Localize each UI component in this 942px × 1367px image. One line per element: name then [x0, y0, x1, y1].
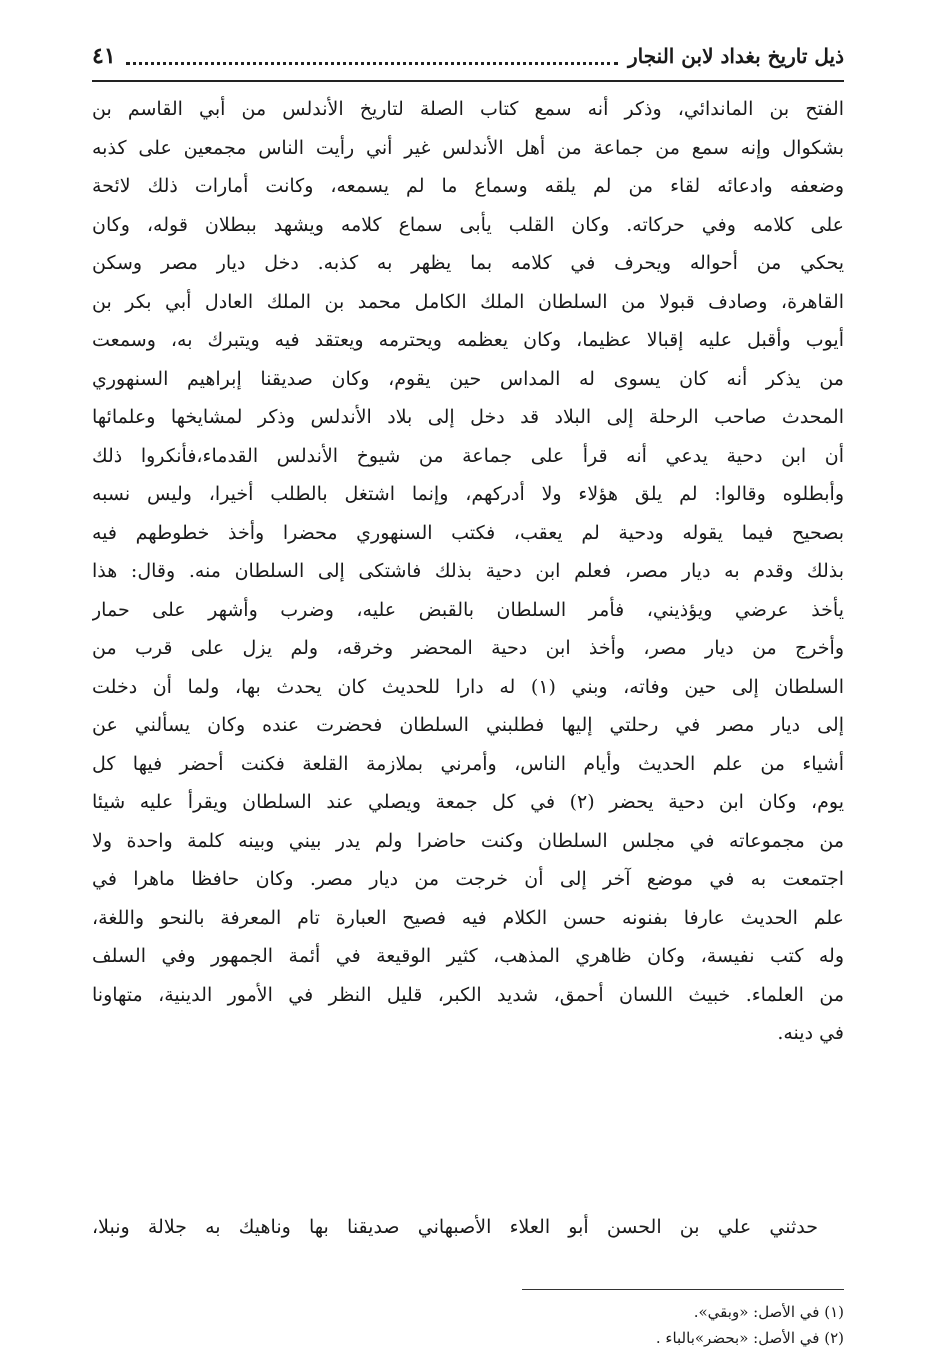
text-line: وله كتب نفيسة، وكان ظاهري المذهب، كثير الوقيعة في أئمة الجمهور وفي السلف: [92, 945, 844, 967]
text-line: في دينه.: [777, 1022, 844, 1044]
text-line: وأخرج من ديار مصر، وأخذ ابن دحية المحضر وخرقه، ولم يزل على قرب من: [92, 637, 844, 659]
text-line: علم الحديث عارفا بفنونه حسن الكلام فيه فصيح العبارة تام المعرفة بالنحو واللغة،: [92, 906, 844, 929]
text-line: على كلامه وفي حركاته. وكان القلب يأبى سماع كلامه ويشهد ببطلان قوله، وكان: [92, 213, 844, 236]
text-line: أن ابن دحية يدعي أنه قرأ على جماعة من شيوخ الأندلس القدماء،فأنكروا ذلك: [92, 444, 844, 467]
main-paragraph: [92, 90, 844, 1053]
page-number: ٤١: [92, 43, 116, 69]
second-paragraph: [92, 1208, 844, 1247]
text-line: يوم، وكان ابن دحية يحضر (٢) في كل جمعة ويصلي عند السلطان ويقرأ عليه شيئا: [92, 791, 844, 813]
text-line: وأبطلوه وقالوا: لم يلق هؤلاء ولا أدركهم، وإنما اشتغل بالطلب أخيرا، وليس نسبه: [92, 483, 844, 505]
text-line: اجتمعت به في موضع آخر إلى أن خرجت من ديار مصر. وكان حافظا ماهرا في: [92, 868, 844, 890]
text-line: وضعفه وادعائه لقاء من لم يلقه وسماع ما لم يسمعه، وكانت أمارات ذلك لائحة: [92, 175, 844, 197]
text-line: أشياء من علم الحديث وأيام الناس، وأمرني بملازمة القلعة فكنت أحضر فيها كل: [92, 752, 844, 775]
running-title: ذيل تاريخ بغداد لابن النجار: [628, 44, 844, 68]
text-line: أيوب وأقبل عليه إقبالا عظيما، وكان يعظمه ويحترمه ويعتقد فيه ويتبرك به، وسمعت: [92, 329, 844, 351]
dot-leader: [126, 62, 618, 65]
text-line: يحكي من أحواله ويحرف في كلامه بما يظهر به كذبه. دخل ديار مصر وسكن: [92, 252, 844, 274]
page-header: [92, 34, 844, 78]
text-line: من يذكر أنه كان يسوى له المداس حين يقوم، وكان صديقنا إبراهيم السنهوري: [92, 367, 844, 390]
text-line: إلى ديار مصر في رحلتي إليها فطلبني السلطان فحضرت عنده وكان يسألني عن: [92, 714, 844, 736]
footnote-2: (٢) في الأصل: «بحضر»بالباء .: [655, 1329, 844, 1347]
footnote-1: (١) في الأصل: «وبقي».: [693, 1303, 844, 1321]
text-line: بذلك وقدم به ديار مصر، فعلم ابن دحية بذلك فاشتكى إلى السلطان منه. وقال: هذا: [92, 560, 844, 582]
text-line: بصحيح فيما يقوله ودحية لم يعقب، فكتب السنهوري محضرا وأخذ خطوطهم فيه: [92, 521, 844, 544]
footnote-rule: [522, 1289, 844, 1290]
text-line: يأخذ عرضي ويؤذيني، فأمر السلطان بالقبض عليه، وضرب وأشهر على حمار: [92, 598, 844, 621]
text-line: حدثني علي بن الحسن أبو العلاء الأصبهاني صديقنا بها وناهيك به جلالة ونبلا،: [92, 1216, 818, 1238]
text-line: من العلماء. خبيث اللسان أحمق، شديد الكبر، قليل النظر في الأمور الدينية، متهاونا: [92, 983, 844, 1006]
text-line: من مجموعاته في مجلس السلطان وكنت حاضرا ولم يدر بيني وبينه كلمة واحدة ولا: [92, 829, 844, 852]
text-line: بشكوال وإنه سمع من جماعة من أهل الأندلس غير أني رأيت الناس مجمعين على كذبه: [92, 136, 844, 159]
text-line: الفتح بن الماندائي، وذكر أنه سمع كتاب الصلة لتاريخ الأندلس من أبي القاسم بن: [92, 98, 844, 120]
text-line: القاهرة، وصادف قبولا من السلطان الملك الكامل محمد بن الملك العادل أبي بكر بن: [92, 290, 844, 313]
text-line: المحدث صاحب الرحلة إلى البلاد قد دخل إلى بلاد الأندلس وذكر لمشايخها وعلمائها: [92, 406, 844, 428]
footnotes: [92, 1300, 844, 1352]
header-rule: [92, 80, 844, 82]
text-line: السلطان إلى حين وفاته، وبني (١) له دارا للحديث كان يحدث بها، ولما أن دخلت: [92, 675, 844, 698]
